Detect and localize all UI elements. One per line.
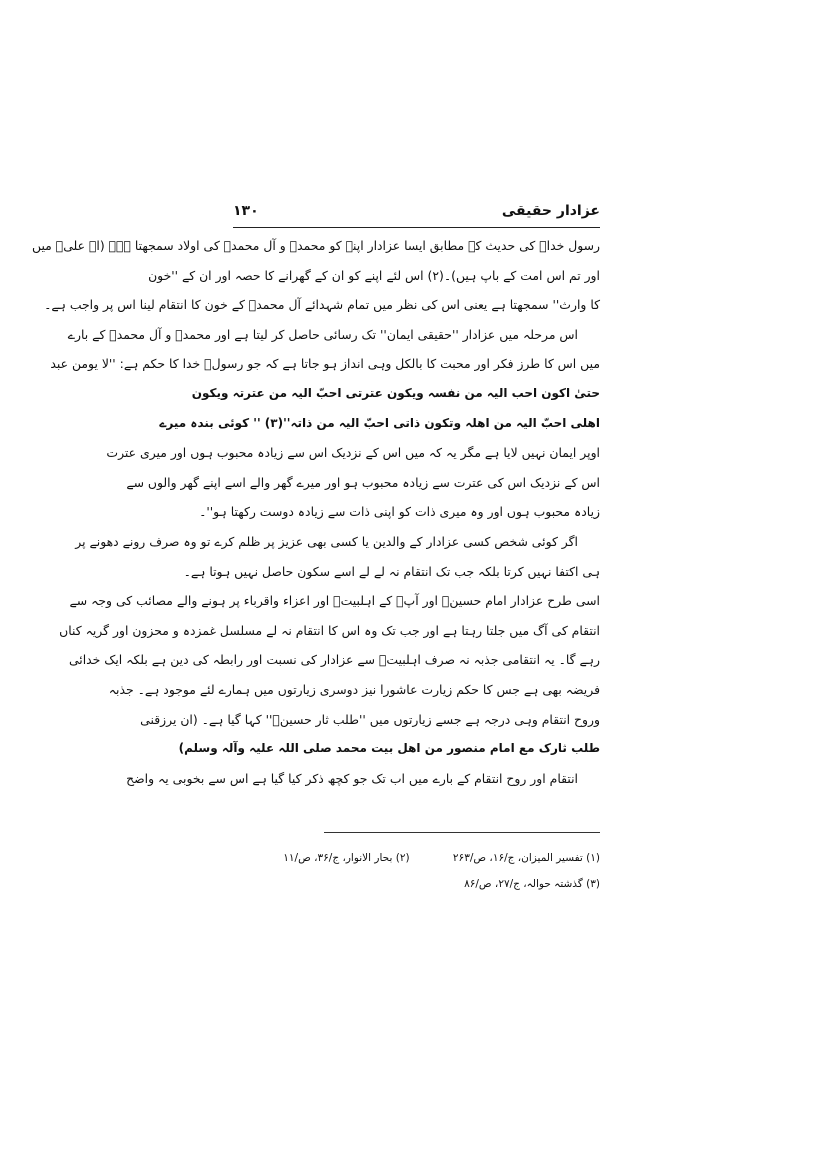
arabic-hadith-line: اھلی احبّ الیہ من اھلہ وتکون ذاتی احبّ الیہ من ذاتہ''(۳) '' کوئی بندہ میرے	[159, 415, 600, 430]
footnotes	[233, 845, 600, 897]
text-line: اور تم اس امت کے باپ ہیں)۔(۲) اس لئے اپنے کو ان کے گھرانے کا حصہ اور ان کے ''خون	[148, 267, 600, 283]
footnote-2: (۲) بحار الانوار، ج/۳۶، ص/۱۱	[283, 852, 410, 864]
text-line: زیادہ محبوب ہوں اور وہ میری ذات کو اپنی ذات سے زیادہ دوست رکھتا ہو''۔	[199, 504, 600, 520]
footnote-line	[233, 845, 600, 871]
text-line: فریضہ بھی ہے جس کا حکم زیارت عاشورا نیز دوسری زیارتوں میں ہمارے لئے موجود ہے۔ جذبہ	[108, 681, 600, 697]
text-line: رہے گا۔ یہ انتقامی جذبہ نہ صرف اہلبیتؑ سے عزادار کی نسبت اور رابطہ کی دین ہے بلکہ ایک خدائی	[68, 652, 600, 668]
arabic-hadith-line: حتیٰ اکون احب الیہ من نفسہ ویکون عترتی احبّ الیہ من عترتہ ویکون	[191, 385, 600, 400]
text-line: وروح انتقام وہی درجہ ہے جسے زیارتوں میں ''طلب ثار حسینؑ'' کہا گیا ہے۔ (ان یرزقنی	[140, 711, 600, 727]
running-title: عزادار حقیقی	[501, 203, 600, 219]
footnote-line	[233, 871, 600, 897]
text-line: اگر کوئی شخص کسی عزادار کے والدین یا کسی بھی عزیز پر ظلم کرے تو وہ صرف رونے دھونے پر	[75, 533, 578, 549]
text-line: ہی اکتفا نہیں کرتا بلکہ جب تک انتقام نہ لے لے اسے سکون حاصل نہیں ہوتا ہے۔	[183, 563, 600, 579]
text-line: میں اس کا طرز فکر اور محبت کا بالکل وہی انداز ہو جاتا ہے کہ جو رسولؐ خدا کا حکم ہے: ''لا یومن عبد	[50, 356, 600, 372]
text-line: اوپر ایمان نہیں لایا ہے مگر یہ کہ میں اس کے نزدیک اس سے زیادہ محبوب ہوں اور میری عترت	[106, 445, 600, 461]
footnote-divider	[324, 832, 600, 833]
page-number: ۱۳۰	[233, 203, 259, 219]
text-line: اس مرحلہ میں عزادار ''حقیقی ایمان'' تک رسائی حاصل کر لیتا ہے اور محمدؐ و آل محمدؐ کے بارے	[67, 326, 578, 342]
body-text	[32, 231, 600, 793]
footnote-3: (۳) گذشتہ حوالہ، ج/۲۷، ص/۸۶	[464, 878, 600, 890]
text-line: انتقام کی آگ میں جلتا رہتا ہے اور جب تک وہ اس کا انتقام نہ لے مسلسل غمزدہ و محزون اور گریہ کناں	[59, 622, 600, 638]
header-divider	[233, 227, 600, 228]
text-line: کا وارث'' سمجھتا ہے یعنی اس کی نظر میں تمام شہدائے آل محمدؐ کے خون کا انتقام لینا اس پر واجب ہے۔	[44, 297, 600, 313]
text-line: انتقام اور روح انتقام کے بارے میں اب تک جو کچھ ذکر کیا گیا ہے اس سے بخوبی یہ واضح	[126, 770, 578, 786]
text-line: اس کے نزدیک اس کی عترت سے زیادہ محبوب ہو اور میرے گھر والے اسے اپنے گھر والوں سے	[126, 474, 600, 490]
arabic-ziyarat-line: طلب ثارک مع امام منصور من اھل بیت محمد صلی اللہ علیہ وآلہ وسلم)	[178, 741, 600, 756]
text-line: اسی طرح عزادار امام حسینؑ اور آپؑ کے اہلبیتؑ اور اعزاء واقرباء پر ہونے والے مصائب کی وجہ سے	[69, 593, 600, 609]
running-header	[233, 201, 600, 225]
text-line: رسول خداؐ کی حدیث کے مطابق ایسا عزادار اپنے کو محمدؐ و آل محمدؐ کی اولاد سمجھتا ہے۔ (اے علیؑ میں	[32, 238, 600, 253]
footnote-1: (۱) تفسیر المیزان، ج/۱۶، ص/۲۶۳	[452, 852, 600, 864]
